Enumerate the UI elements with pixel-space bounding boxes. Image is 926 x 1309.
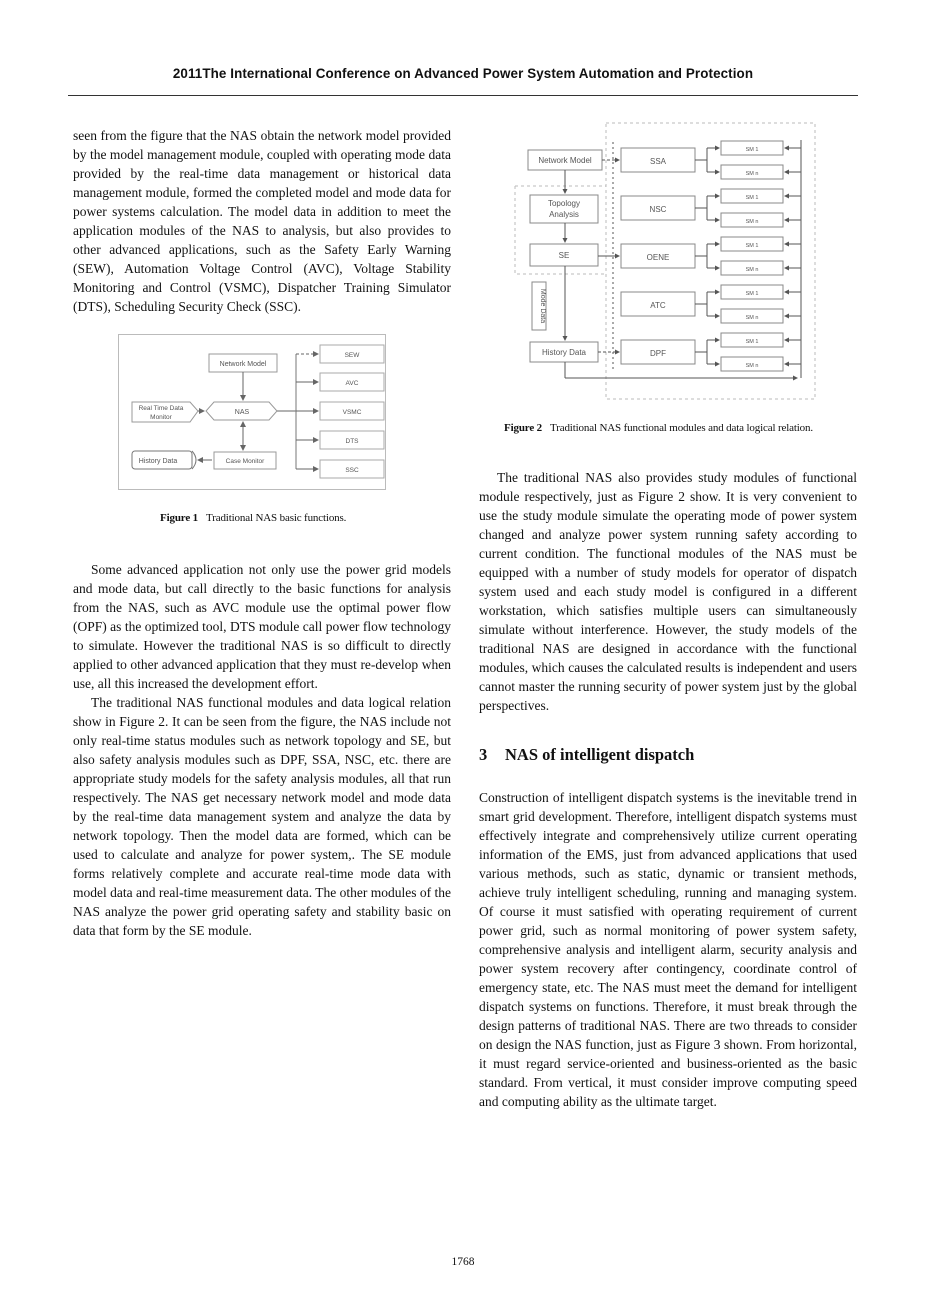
module-label-nsc: NSC: [649, 205, 667, 214]
network-model-label: Network Model: [219, 361, 267, 368]
module-dpf: [621, 340, 695, 364]
sm-group-atc: [695, 285, 801, 323]
module-label-ssa: SSA: [649, 157, 667, 166]
history-data-label: History Data: [138, 458, 178, 465]
sm-1-label: SM 1: [745, 195, 759, 201]
left-column-bottom: [73, 560, 451, 940]
section-number: 3: [479, 745, 488, 764]
running-header: 2011The International Conference on Advanced Power System Automation and Protection: [172, 66, 754, 81]
sm-n-label: SM n: [745, 219, 759, 225]
figure-2-diagram: [515, 122, 817, 402]
output-label-ssc: SSC: [345, 467, 359, 474]
section-heading: [479, 745, 694, 765]
module-oene: [621, 244, 695, 268]
section-title: NAS of intelligent dispatch: [505, 745, 695, 764]
figure-2-label: Figure 2: [504, 422, 543, 434]
sm-group-nsc: [695, 189, 801, 227]
module-ssa: [621, 148, 695, 172]
sm-group-dpf: [695, 333, 801, 371]
real-time-monitor-label: Monitor: [150, 414, 172, 421]
mode-data-node-label: Mode Data: [539, 288, 546, 324]
real-time-data-label: Real Time Data: [138, 405, 184, 412]
module-label-dpf: DPF: [650, 349, 666, 358]
figure-1-label: Figure 1: [160, 512, 199, 524]
sm-1-label: SM 1: [745, 243, 759, 249]
output-label-sew: SEW: [344, 352, 360, 359]
right-column-top: [479, 468, 857, 715]
left-column-top: [73, 126, 451, 316]
figure-1-caption-text: Traditional NAS basic functions.: [206, 512, 347, 524]
paragraph: Construction of intelligent dispatch systems is the inevitable trend in smart grid development. Therefore, intelligent dispatch systems must effectively integrate and comprehensively utilize current operating information of the EMS, just from advanced applications that used various methods, such as static, dynamic or transient methods, achieve truly intelligent scheduling, running and managing system. Of course it must satisfied with operating requirement of current power grid, such as normal monitoring of power system safety, comprehensive analysis and intelligent alarm, security analysis and power system recovery after contingency, coordinate control of emergency state, etc. The NAS must meet the demand for intelligent dispatch systems on functions. Therefore, it must break through the design patterns of traditional NAS. There are two threads to consider on design the NAS function, just as Figure 3 shown. From horizontal, it must regard service-oriented and business-oriented as the basic standard. From vertical, it must consider improve computing speed and computing ability as the ultimate target.: [479, 790, 857, 1109]
module-label-atc: ATC: [650, 301, 666, 310]
topology-node-label-1: Topology: [547, 199, 581, 208]
network-model-node-label: Network Model: [538, 156, 592, 165]
sm-1-label: SM 1: [745, 147, 759, 153]
sm-n-label: SM n: [745, 267, 759, 273]
topology-node-label-2: Analysis: [549, 210, 579, 219]
sm-n-label: SM n: [745, 315, 759, 321]
figure-1-diagram: [118, 334, 386, 490]
figure-2-caption: [504, 422, 813, 434]
paragraph: The traditional NAS also provides study modules of functional module respectively, just as Figure 2 show. It is very convenient to use the study module simulate the operating mode of power system changed and analyze power system running safety according to current condition. The functional modules of the NAS must be equipped with a number of study models for operator of dispatch system used and each study model is configured in a different workstation, which satisfies multiple users can simultaneously simulate without interference. However, the study models of the traditional NAS are designed in accordance with the functional modules, which causes the calculated results is independent and users cannot master the running security of power system just by the global perspectives.: [479, 470, 857, 713]
history-data-node-label: History Data: [541, 348, 587, 357]
output-label-avc: AVC: [345, 380, 359, 387]
sm-n-label: SM n: [745, 171, 759, 177]
sm-1-label: SM 1: [745, 339, 759, 345]
figure-2-caption-text: Traditional NAS functional modules and data logical relation.: [550, 422, 813, 434]
output-label-dts: DTS: [345, 438, 359, 445]
module-nsc: [621, 196, 695, 220]
sm-group-ssa: [695, 141, 801, 179]
paragraph: seen from the figure that the NAS obtain the network model provided by the model management module, coupled with operating mode data provided by the real-time data management or historical data management module, formed the completed model and mode data for power systems calculation. The model data in addition to meet the application modules of the NAS to analysis, but also provides to other advanced applications, such as the Safety Early Warning (SEW), Automation Voltage Control (AVC), Voltage Stability Monitoring and Control (VSMC), Dispatcher Training Simulator (DTS), Scheduling Security Check (SSC).: [73, 128, 451, 314]
nas-label: NAS: [234, 409, 250, 416]
output-label-vsmc: VSMC: [342, 409, 362, 416]
se-node-label: SE: [558, 251, 570, 260]
header-rule: [68, 95, 858, 96]
sm-group-oene: [695, 237, 801, 275]
right-column-bottom: [479, 788, 857, 1111]
sm-n-label: SM n: [745, 363, 759, 369]
module-atc: [621, 292, 695, 316]
case-monitor-label: Case Monitor: [225, 458, 265, 465]
sm-1-label: SM 1: [745, 291, 759, 297]
paragraph: Some advanced application not only use the power grid models and mode data, but call directly to the basic functions for analysis from the NAS, such as AVC module use the optimal power flow (OPF) as the optimized tool, DTS module call power flow technology to simulate. However the traditional NAS is so difficult to directly applied to other advanced application that they must re-develop when use, all this increased the development effort.: [73, 562, 451, 691]
figure-1-caption: [160, 512, 346, 524]
module-label-oene: OENE: [646, 253, 670, 262]
page-number: 1768: [451, 1256, 475, 1268]
paragraph: The traditional NAS functional modules and data logical relation show in Figure 2. It can be seen from the figure, the NAS include not only real-time status modules such as network topology and SE, but also safety analysis modules such as DPF, SSA, NSC, etc. there are appropriate study models for the safety analysis modules, all that run respectively. The NAS get necessary network model and mode data by the real-time data management system and analyze the data by network topology. Then the model data are formed, which can be used to calculate and analyze for power system,. The SE module forms relatively complete and accurate real-time mode data with model data and real-time measurement data. The other modules of the NAS analyze the power grid operating safety and stability basic on data that form by the SE module.: [73, 695, 451, 938]
